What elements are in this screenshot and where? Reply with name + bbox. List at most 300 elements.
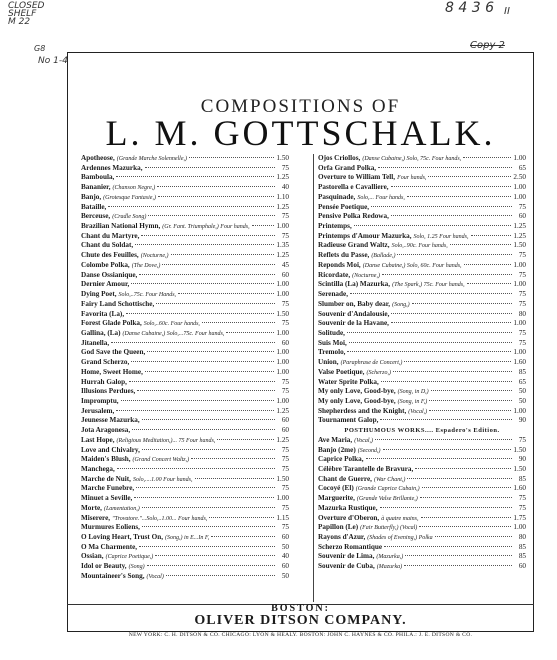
composition-entry	[81, 203, 289, 213]
composition-entry	[81, 329, 289, 339]
composition-note: (Chanson Negre,)	[112, 185, 156, 192]
dot-leader	[349, 342, 512, 343]
composer-name: L. M. GOTTSCHALK.	[105, 113, 496, 153]
composition-entry	[318, 523, 526, 533]
handwritten-small-note-1: G8	[34, 44, 46, 53]
dot-leader	[471, 235, 512, 236]
dot-leader	[195, 478, 275, 479]
composition-note: (Religious Meditation,)... 75 Four hands,	[116, 437, 216, 444]
composition-title: Danse Ossianique,	[81, 270, 138, 279]
composition-title: Forest Glade Polka,	[81, 319, 142, 328]
composition-title: Ricordate,	[318, 270, 351, 279]
composition-entry	[81, 339, 289, 349]
composition-title: Jeunesse Mazurka,	[81, 416, 140, 425]
composition-entry	[318, 271, 526, 281]
composition-price: 1.00	[513, 154, 526, 162]
dot-leader	[404, 361, 511, 362]
composition-title: Union,	[318, 358, 339, 367]
composition-title: Tremolo,	[318, 348, 346, 357]
dot-leader	[391, 215, 512, 216]
dot-leader	[382, 274, 512, 275]
composition-entry	[81, 397, 289, 407]
composition-entry	[81, 387, 289, 397]
dot-leader	[108, 206, 274, 207]
dot-leader	[211, 536, 275, 537]
composition-title: Chant du Soldat,	[81, 241, 134, 250]
composition-price: 80	[518, 309, 526, 318]
composition-price: 75	[518, 299, 526, 308]
composition-entry	[318, 310, 526, 320]
composition-title: Last Hope,	[81, 435, 115, 444]
dot-leader	[415, 468, 511, 469]
composition-price: 60	[281, 426, 289, 435]
composition-price: 1.00	[276, 222, 289, 231]
composition-entry	[81, 552, 289, 562]
composition-entry	[81, 310, 289, 320]
composition-note: (Cradle Song)	[112, 214, 147, 221]
dot-leader	[145, 167, 276, 168]
dot-leader	[407, 196, 512, 197]
composition-entry	[318, 261, 526, 271]
dot-leader	[166, 575, 275, 576]
composition-price: 1.00	[513, 406, 526, 415]
dot-leader	[134, 497, 274, 498]
dot-leader	[209, 517, 274, 518]
composition-price: 50	[518, 387, 526, 396]
composition-entry	[81, 241, 289, 251]
composition-entry	[81, 426, 289, 436]
composition-title: Apotheose,	[81, 154, 115, 162]
composition-title: Suis Moi,	[318, 338, 347, 347]
composition-note: (Vocal,)	[354, 437, 374, 444]
composition-price: 1.00	[276, 358, 289, 367]
composition-price: 60	[518, 562, 526, 571]
dot-leader	[139, 274, 275, 275]
composition-title: Mazurka Rustique,	[318, 503, 378, 512]
composition-price: 1.15	[276, 513, 289, 522]
composition-note: (Nocturne,)	[352, 272, 380, 279]
dot-leader	[126, 313, 274, 314]
composition-title: Jota Aragonesa,	[81, 426, 131, 435]
dot-leader	[111, 342, 275, 343]
composition-title: Impromptu,	[81, 396, 119, 405]
composition-entry	[81, 562, 289, 572]
dot-leader	[412, 303, 512, 304]
composition-title: Morte,	[81, 503, 102, 512]
composition-entry	[318, 232, 526, 242]
composition-price: 75	[281, 319, 289, 328]
composition-price: 1.25	[276, 406, 289, 415]
composition-note: Solo,..90c. Four hands,	[391, 243, 448, 250]
dot-leader	[380, 419, 512, 420]
composition-entry	[318, 484, 526, 494]
composition-price: 50	[281, 542, 289, 551]
composition-price: 1.00	[276, 348, 289, 357]
composition-price: 75	[281, 387, 289, 396]
dot-leader	[142, 419, 275, 420]
dot-leader	[131, 283, 274, 284]
dot-leader	[404, 565, 512, 566]
composition-price: 1.00	[513, 260, 526, 269]
composition-title: Chute des Feuilles,	[81, 251, 139, 260]
dot-leader	[155, 555, 275, 556]
composition-entry	[318, 455, 526, 465]
dot-leader	[226, 332, 274, 333]
composition-title: Printemps,	[318, 222, 352, 231]
composition-note: (Danse Cubaine,) Solo,...75c. Four hands,	[122, 330, 225, 337]
composition-note: (Vocal)	[146, 573, 164, 580]
composition-note: Solo,..75c. Four Hands,	[118, 292, 177, 299]
composition-entry	[81, 494, 289, 504]
composition-note: (Song,) in E...In F,	[165, 535, 210, 542]
dot-leader	[121, 400, 275, 401]
dot-leader	[391, 322, 511, 323]
composition-entry	[81, 523, 289, 533]
composition-price: 1.75	[513, 513, 526, 522]
composition-title: Mountaineer's Song,	[81, 571, 145, 580]
composition-entry	[81, 358, 289, 368]
composition-price: 75	[281, 503, 289, 512]
composition-price: 85	[518, 552, 526, 561]
composition-title: Banjo,	[81, 192, 102, 201]
composition-price: 1.50	[513, 241, 526, 250]
composition-title: Banjo (2me)	[318, 445, 356, 454]
composition-price: 45	[281, 260, 289, 269]
composition-note: (The Spark,) 75c. Four hands,	[392, 282, 465, 289]
composition-title: Chant du Martyre,	[81, 231, 140, 240]
composition-price: 75	[518, 328, 526, 337]
composition-note: "Trovatore."...Solo,..1.00... Four hands,	[112, 515, 208, 522]
dot-leader	[463, 157, 511, 158]
dot-leader	[158, 196, 274, 197]
composition-title: Marche de Nuit,	[81, 474, 131, 483]
dot-leader	[156, 303, 275, 304]
dot-leader	[129, 381, 275, 382]
composition-title: Shepherdess and the Knight,	[318, 406, 407, 415]
composition-title: Bananier,	[81, 183, 111, 192]
dot-leader	[116, 176, 274, 177]
composition-entry	[318, 251, 526, 261]
dot-leader	[391, 313, 512, 314]
composition-price: 40	[281, 183, 289, 192]
composition-entry	[81, 212, 289, 222]
dot-leader	[354, 225, 512, 226]
composition-title: Scherzo Romantique	[318, 542, 383, 551]
composition-price: 1.00	[276, 494, 289, 503]
dot-leader	[347, 332, 512, 333]
composition-title: Dernier Amour,	[81, 280, 130, 289]
composition-price: 40	[281, 552, 289, 561]
composition-note: Solo,..60c. Four hands,	[143, 321, 200, 328]
composition-price: 75	[281, 465, 289, 473]
composition-price: 75	[281, 484, 289, 493]
dot-leader	[148, 215, 275, 216]
composition-title: Printemps d'Amour Mazurka,	[318, 231, 412, 240]
composition-note: (Mazurka)	[376, 564, 403, 571]
composition-title: Ardennes Mazurka,	[81, 163, 143, 172]
composition-note: (Danse Cubaine,) Solo, 60c. Four hands,	[362, 262, 462, 269]
composition-price: 1.00	[276, 280, 289, 289]
composition-entry	[81, 173, 289, 183]
dot-leader	[429, 400, 512, 401]
composition-title: Rayons d'Azur,	[318, 533, 366, 542]
section-heading: POSTHUMOUS WORKS.... Espadero's Edition.	[344, 427, 500, 435]
composition-price: 1.50	[513, 465, 526, 473]
composition-title: Hurrah Galop,	[81, 377, 127, 386]
composition-price: 1.35	[276, 241, 289, 250]
composition-entry	[81, 222, 289, 232]
composition-title: My only Love, Good-bye,	[318, 396, 396, 405]
composition-note: (Caprice Poetique,)	[105, 554, 154, 561]
composition-price: 75	[518, 202, 526, 211]
composition-price: 1.10	[276, 192, 289, 201]
composition-title: Reponds Moi,	[318, 260, 361, 269]
composition-title: Manchega,	[81, 465, 115, 473]
composition-title: Favorita (La),	[81, 309, 125, 318]
composition-entry	[318, 348, 526, 358]
composition-entry	[81, 164, 289, 174]
composition-price: 60	[281, 270, 289, 279]
dot-leader	[137, 390, 275, 391]
composition-note: (Song, in F,)	[397, 398, 428, 405]
composition-title: Murmures Eoliens,	[81, 523, 140, 532]
composition-note: (Grotesque Fantasie,)	[103, 194, 156, 201]
composition-entry	[81, 232, 289, 242]
composition-price: 50	[518, 396, 526, 405]
composition-title: Valse Poetique,	[318, 367, 365, 376]
composition-entry	[318, 183, 526, 193]
dot-leader	[162, 264, 275, 265]
composition-entry	[318, 378, 526, 388]
composition-price: 75	[518, 338, 526, 347]
dot-leader	[350, 293, 512, 294]
dot-leader	[405, 555, 512, 556]
composition-note: (Song, in D,)	[397, 389, 429, 396]
composition-note: (Ballade,)	[371, 253, 396, 260]
composition-note: (Nocturne,)	[140, 253, 169, 260]
composition-entry	[81, 261, 289, 271]
composition-entry	[81, 455, 289, 465]
dot-leader	[135, 244, 274, 245]
composition-entry	[81, 319, 289, 329]
composition-title: Scintilla (La) Mazurka,	[318, 280, 391, 289]
composition-title: Marche Funebre,	[81, 484, 135, 493]
composition-note: (Fair Butterfly,) (Vocal)	[360, 525, 418, 532]
composition-entry	[318, 514, 526, 524]
composition-entry	[81, 446, 289, 456]
dot-leader	[217, 439, 274, 440]
right-catalog-column	[318, 154, 526, 572]
composition-price: 80	[518, 533, 526, 542]
dot-leader	[378, 167, 512, 168]
composition-price: 75	[281, 445, 289, 454]
composition-entry	[81, 154, 289, 164]
dot-leader	[384, 546, 512, 547]
composition-title: Papillon (Le)	[318, 523, 359, 532]
dot-leader	[136, 487, 275, 488]
composition-note: (Lamentation,)	[103, 505, 140, 512]
composition-title: Marguerite,	[318, 494, 355, 503]
composition-note: Solo, 1.25 Four hands,	[413, 233, 469, 240]
dot-leader	[421, 517, 512, 518]
dot-leader	[407, 478, 512, 479]
dot-leader	[450, 244, 512, 245]
composition-note: (Scherzo,)	[366, 369, 391, 376]
composition-entry	[318, 358, 526, 368]
dot-leader	[116, 410, 274, 411]
composition-title: Dying Poet,	[81, 290, 117, 299]
composition-price: 75	[281, 523, 289, 532]
dot-leader	[141, 235, 275, 236]
composition-title: Overture to William Tell,	[318, 173, 396, 182]
composition-entry	[318, 436, 526, 446]
composition-note: (Song)	[128, 564, 145, 571]
composition-price: 75	[281, 455, 289, 464]
composition-title: O Ma Charmente,	[81, 542, 138, 551]
dot-leader	[142, 507, 275, 508]
composition-title: Souvenir d'Andalousie,	[318, 309, 390, 318]
composition-entry	[318, 552, 526, 562]
dot-leader	[393, 371, 512, 372]
composition-note: (War Chant,)	[373, 476, 406, 483]
composition-title: Ave Maria,	[318, 435, 353, 444]
left-catalog-column	[81, 154, 289, 582]
composition-entry	[318, 222, 526, 232]
composition-price: 1.00	[513, 183, 526, 192]
composition-entry	[81, 407, 289, 417]
composition-price: 75	[518, 503, 526, 512]
composition-note: Solo,... Four hands,	[357, 194, 405, 201]
dot-leader	[189, 157, 274, 158]
composition-price: 85	[518, 474, 526, 483]
publisher-name: OLIVER DITSON COMPANY.	[194, 613, 407, 628]
dot-leader	[252, 225, 275, 226]
composition-entry	[318, 329, 526, 339]
composition-entry	[318, 475, 526, 485]
composition-entry	[81, 378, 289, 388]
composition-note: (The Dove,)	[131, 262, 161, 269]
composition-entry	[318, 212, 526, 222]
composition-title: Jerusalem,	[81, 406, 115, 415]
handwritten-catalog-number: 8 4 3 6	[445, 0, 494, 16]
composition-title: Maiden's Blush,	[81, 455, 131, 464]
composition-entry	[81, 193, 289, 203]
composition-price: 1.00	[513, 280, 526, 289]
composition-price: 60	[518, 212, 526, 221]
composition-entry	[318, 465, 526, 475]
composition-entry	[318, 241, 526, 251]
dot-leader	[191, 458, 275, 459]
composition-price: 1.50	[513, 445, 526, 454]
composition-entry	[318, 173, 526, 183]
composition-title: Home, Sweet Home,	[81, 367, 143, 376]
dot-leader	[431, 390, 512, 391]
composition-entry	[318, 397, 526, 407]
composition-entry	[81, 300, 289, 310]
composition-title: Miserere,	[81, 513, 111, 522]
dot-leader	[347, 351, 511, 352]
dot-leader	[142, 526, 275, 527]
composition-price: 65	[518, 377, 526, 386]
composition-price: 1.00	[276, 367, 289, 376]
composition-price: 75	[281, 163, 289, 172]
composition-price: 75	[518, 290, 526, 299]
composition-entry	[318, 339, 526, 349]
composition-price: 75	[518, 270, 526, 279]
composition-price: 60	[281, 416, 289, 425]
dot-leader	[178, 293, 274, 294]
dot-leader	[366, 458, 512, 459]
composition-entry	[318, 533, 526, 543]
composition-title: Tournament Galop,	[318, 416, 379, 425]
composition-title: Célèbre Tarantelle de Bravura,	[318, 465, 414, 473]
composition-title: Idol or Beauty,	[81, 562, 127, 571]
composition-entry	[318, 446, 526, 456]
composition-note: (Paraphrase de Concert,)	[340, 360, 403, 367]
composition-price: 1.25	[513, 231, 526, 240]
composition-entry	[318, 387, 526, 397]
composition-title: Souvenir de la Havane,	[318, 319, 389, 328]
composition-price: 1.50	[276, 309, 289, 318]
composition-entry	[318, 164, 526, 174]
composition-title: Bamboula,	[81, 173, 115, 182]
composition-entry	[81, 348, 289, 358]
composition-price: 1.00	[513, 348, 526, 357]
composition-title: God Save the Queen,	[81, 348, 146, 357]
composition-entry	[318, 407, 526, 417]
composition-title: Colombe Polka,	[81, 260, 130, 269]
composition-note: (Shades of Evening,) Polka	[367, 535, 433, 542]
composition-price: 1.25	[276, 173, 289, 182]
composition-title: Slumber on, Baby dear,	[318, 299, 391, 308]
composition-title: My only Love, Good-bye,	[318, 387, 396, 396]
composition-title: Ojos Criollos,	[318, 154, 361, 162]
composition-title: Reflets du Passe,	[318, 251, 370, 260]
composition-price: 85	[518, 367, 526, 376]
composition-title: Caprice Polka,	[318, 455, 364, 464]
dot-leader	[422, 487, 512, 488]
composition-price: 1.50	[276, 154, 289, 162]
composition-title: Love and Chivalry,	[81, 445, 140, 454]
composition-title: Illusions Perdues,	[81, 387, 136, 396]
dot-leader	[147, 565, 275, 566]
composition-entry	[81, 436, 289, 446]
dot-leader	[171, 254, 275, 255]
composition-price: 1.60	[513, 484, 526, 493]
dot-leader	[429, 410, 511, 411]
composition-note: (Gr. Fant. Triumphale,) Four hands,	[162, 224, 250, 231]
composition-title: Jitanella,	[81, 338, 110, 347]
composition-entry	[81, 484, 289, 494]
dot-leader	[383, 449, 512, 450]
composition-entry	[81, 290, 289, 300]
composition-note: à quatre mains,	[381, 515, 419, 522]
composition-title: Pensée Poetique,	[318, 202, 370, 211]
dot-leader	[464, 264, 512, 265]
composition-entry	[318, 562, 526, 572]
dot-leader	[420, 497, 512, 498]
composition-price: 60	[281, 533, 289, 542]
dot-leader	[397, 254, 512, 255]
composition-entry	[318, 300, 526, 310]
composition-price: 1.50	[276, 474, 289, 483]
composition-entry	[318, 193, 526, 203]
composition-title: Ossian,	[81, 552, 104, 561]
composition-price: 60	[281, 562, 289, 571]
composition-title: Souvenir de Lima,	[318, 552, 375, 561]
composition-note: (Second,)	[357, 447, 381, 454]
composition-price: 65	[518, 163, 526, 172]
